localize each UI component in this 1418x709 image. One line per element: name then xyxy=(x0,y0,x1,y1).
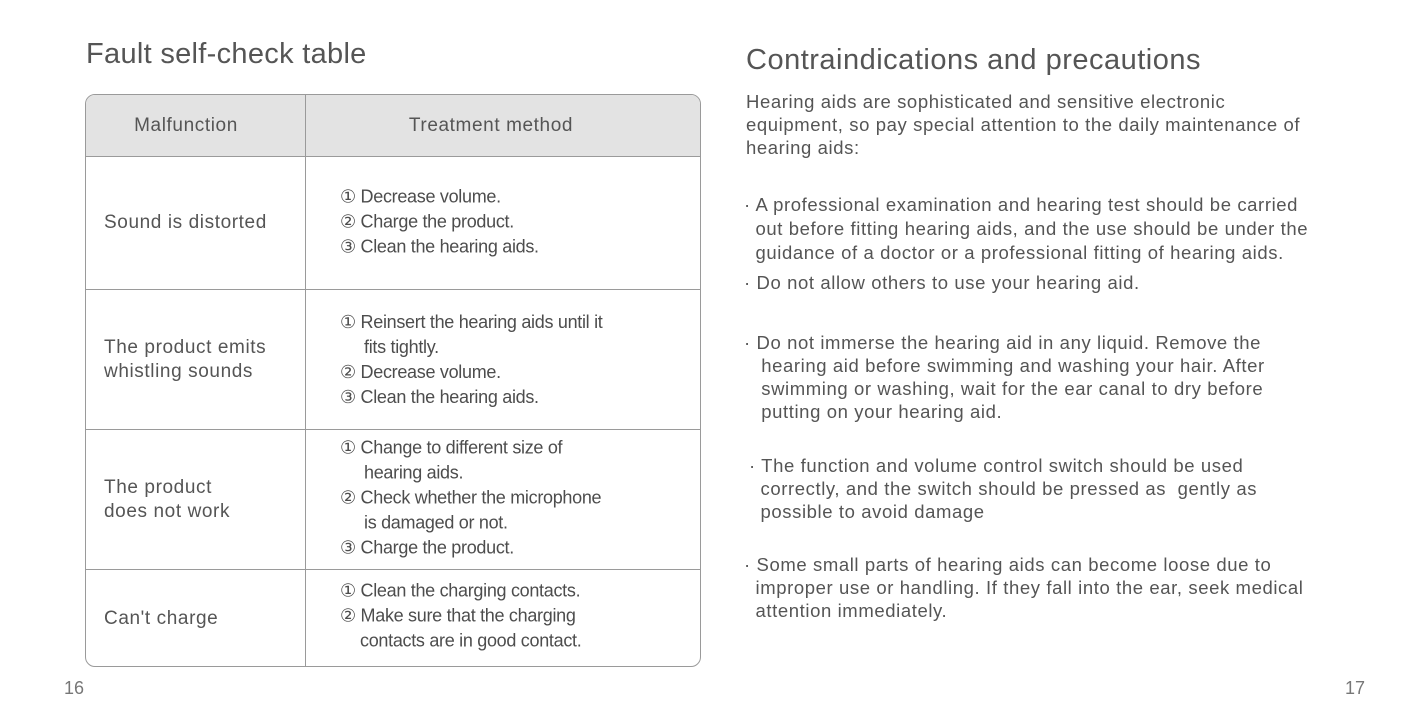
treatment-step: ① Clean the charging contacts. xyxy=(340,580,581,601)
page-number-left: 16 xyxy=(64,678,85,698)
precaution-item xyxy=(744,271,1384,295)
precaution-line: out before fitting hearing aids, and the use should be under the xyxy=(744,218,1309,239)
treatment-cell xyxy=(340,310,680,410)
column-divider xyxy=(305,95,306,666)
malfunction-text: The product emits xyxy=(104,336,267,358)
precaution-item xyxy=(744,331,1384,423)
precaution-item xyxy=(749,454,1389,523)
treatment-step-continued: contacts are in good contact. xyxy=(360,630,582,651)
precautions-title: Contraindications and precautions xyxy=(746,44,1201,76)
precaution-line: · Do not immerse the hearing aid in any liquid. Remove the xyxy=(744,332,1262,353)
treatment-step: ① Change to different size of xyxy=(340,437,563,457)
precaution-line: · A professional examination and hearing test should be carried xyxy=(744,194,1299,215)
malfunction-text: Can't charge xyxy=(104,608,219,629)
precaution-line: guidance of a doctor or a professional fitting of hearing aids. xyxy=(744,242,1284,263)
precaution-line: attention immediately. xyxy=(744,600,948,621)
treatment-step: ③ Charge the product. xyxy=(340,537,514,557)
table-row xyxy=(86,430,700,570)
intro-line: Hearing aids are sophisticated and sensitive electronic xyxy=(746,91,1226,112)
treatment-step: ② Check whether the microphone xyxy=(340,487,602,507)
malfunction-cell xyxy=(104,476,294,524)
treatment-step: ① Decrease volume. xyxy=(340,186,501,207)
treatment-cell xyxy=(340,185,680,260)
treatment-step-continued: fits tightly. xyxy=(364,336,439,357)
intro-line: equipment, so pay special attention to the daily maintenance of xyxy=(746,114,1301,135)
malfunction-cell xyxy=(104,211,294,235)
malfunction-text: does not work xyxy=(104,500,231,522)
treatment-step-continued: hearing aids. xyxy=(364,462,464,482)
precaution-line: correctly, and the switch should be pressed as gently as xyxy=(749,478,1258,499)
malfunction-text: The product xyxy=(104,476,212,498)
precaution-line: hearing aid before swimming and washing your hair. After xyxy=(744,355,1265,376)
treatment-step: ② Decrease volume. xyxy=(340,361,501,382)
treatment-step: ② Make sure that the charging xyxy=(340,605,576,626)
precaution-item xyxy=(744,553,1384,622)
precaution-line: · Do not allow others to use your hearing aid. xyxy=(744,272,1140,293)
precaution-line: improper use or handling. If they fall into the ear, seek medical xyxy=(744,577,1304,598)
precaution-line: swimming or washing, wait for the ear canal to dry before xyxy=(744,378,1264,399)
intro-paragraph xyxy=(746,90,1386,159)
precaution-line: possible to avoid damage xyxy=(749,501,985,522)
treatment-step: ② Charge the product. xyxy=(340,211,514,232)
malfunction-text: whistling sounds xyxy=(104,360,254,382)
fault-self-check-table xyxy=(85,94,701,667)
treatment-step: ③ Clean the hearing aids. xyxy=(340,236,539,257)
precaution-line: putting on your hearing aid. xyxy=(744,401,1003,422)
malfunction-cell xyxy=(104,336,294,384)
table-header-row xyxy=(86,95,700,157)
malfunction-text: Sound is distorted xyxy=(104,212,267,233)
table-row xyxy=(86,157,700,290)
table-title: Fault self-check table xyxy=(86,38,367,70)
treatment-step: ① Reinsert the hearing aids until it xyxy=(340,311,603,332)
treatment-cell xyxy=(340,579,680,654)
page-number-right: 17 xyxy=(1345,678,1366,698)
precaution-line: · The function and volume control switch should be used xyxy=(749,455,1244,476)
treatment-step: ③ Clean the hearing aids. xyxy=(340,386,539,407)
header-malfunction: Malfunction xyxy=(134,115,238,136)
table-row xyxy=(86,570,700,667)
malfunction-cell xyxy=(104,607,294,631)
intro-line: hearing aids: xyxy=(746,137,860,158)
treatment-cell xyxy=(340,435,680,560)
precaution-item xyxy=(744,193,1384,265)
table-row xyxy=(86,290,700,430)
treatment-step-continued: is damaged or not. xyxy=(364,512,508,532)
header-treatment-method: Treatment method xyxy=(408,115,574,136)
precaution-line: · Some small parts of hearing aids can become loose due to xyxy=(744,554,1272,575)
